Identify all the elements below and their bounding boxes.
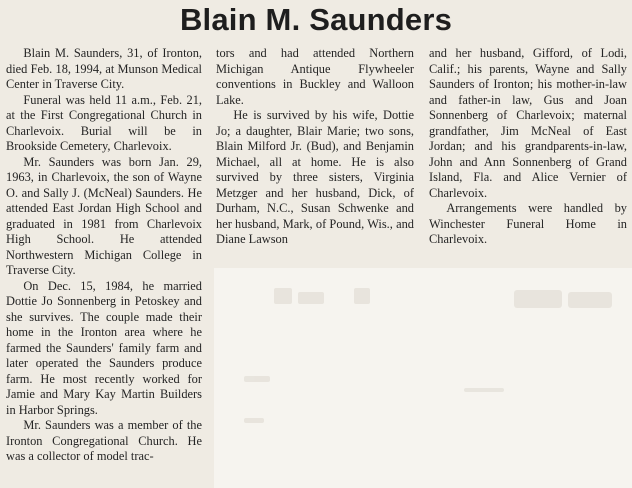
paragraph: Arrangements were handled by Winchester Funeral Home in Charlevoix. <box>429 201 627 246</box>
column-1 <box>6 46 202 465</box>
paragraph: Mr. Saunders was a member of the Ironton Congregational Church. He was a collector of model trac- <box>6 418 202 463</box>
headline: Blain M. Saunders <box>179 2 453 37</box>
paragraph: and her husband, Gifford, of Lodi, Calif.; his parents, Wayne and Sally Saunders of Ironton; his mother-in-law and father-in law, Gus and Joan Sonnenberg of Charlevoix; maternal grandfather, Jim McNeal of East Jordan; and his grandparents-in-law, John and Ann Sonnenberg of Grand Island, Fla. and Alice Vernier of Charlevoix. <box>429 46 627 200</box>
blank-paper-area <box>214 268 632 488</box>
paragraph: Blain M. Saunders, 31, of Ironton, died Feb. 18, 1994, at Munson Medical Center in Traverse City. <box>6 46 202 91</box>
paragraph: Mr. Saunders was born Jan. 29, 1963, in Charlevoix, the son of Wayne O. and Sally J. (McNeal) Saunders. He attended East Jordan High School and graduated in 1981 from Charlevoix High School. He attended Northwestern Michigan College in Traverse City. <box>6 154 202 277</box>
paragraph: On Dec. 15, 1984, he married Dottie Jo Sonnenberg in Petoskey and she survives. The couple made their home in the Ironton area where he farmed the Saunders' family farm and later operated the Saunders produce farm. He most recently worked for Jamie and Mary Kay Martin Builders in Harbor Springs. <box>6 278 202 417</box>
bleed-through-marks <box>214 268 632 488</box>
paragraph: Funeral was held 11 a.m., Feb. 21, at the First Congregational Church in Charlevoix. Burial will be in Brookside Cemetery, Charlevoix. <box>6 92 202 153</box>
paragraph: He is survived by his wife, Dottie Jo; a daughter, Blair Marie; two sons, Blain Milford Jr. (Bud), and Benjamin Michael, all at home. He is also survived by three sisters, Virginia Metzger and her husband, Dick, of Durham, N.C., Susan Schwenke and her husband, Mark, of Pound, Wis., and Diane Lawson <box>216 108 414 246</box>
paragraph: tors and had attended Northern Michigan Antique Flywheeler conventions in Buckley and Walloon Lake. <box>216 46 414 107</box>
column-2 <box>216 46 414 248</box>
column-3 <box>429 46 627 248</box>
